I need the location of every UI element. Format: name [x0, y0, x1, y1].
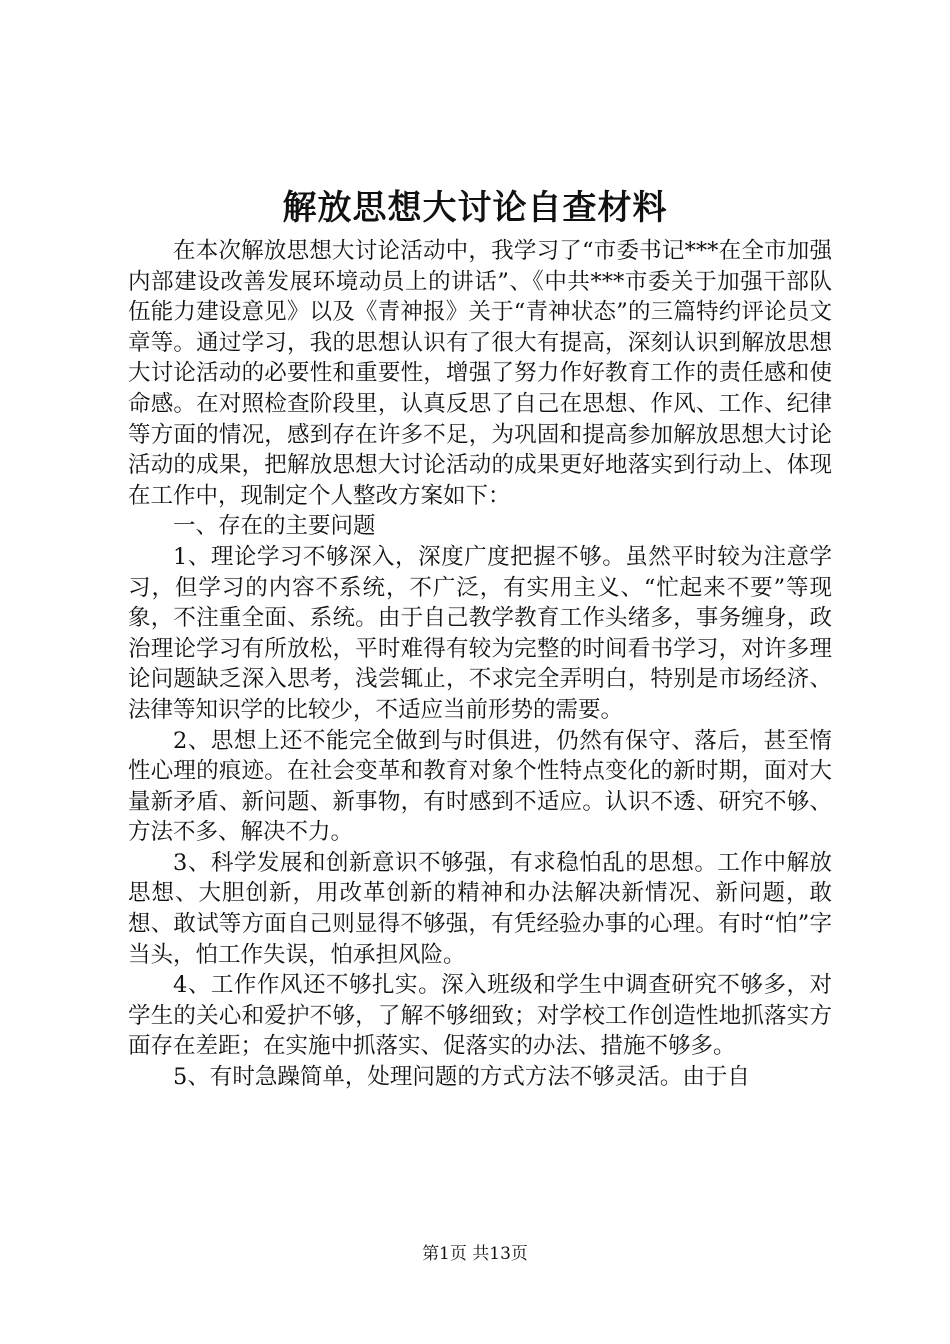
- paragraph-intro: 在本次解放思想大讨论活动中，我学习了“市委书记***在全市加强内部建设改善发展环境动员上的讲话”、《中共***市委关于加强干部队伍能力建设意见》以及《青神报》关于“青神状态”的三篇特约评论员文章等。通过学习，我的思想认识有了很大有提高，深刻认识到解放思想大讨论活动的必要性和重要性，增强了努力作好教育工作的责任感和使命感。在对照检查阶段里，认真反思了自己在思想、作风、工作、纪律等方面的情况，感到存在许多不足，为巩固和提高参加解放思想大讨论活动的成果，把解放思想大讨论活动的成果更好地落实到行动上、体现在工作中，现制定个人整改方案如下：: [128, 238, 832, 509]
- section-heading-main-problems: 一、存在的主要问题: [173, 513, 376, 540]
- document-title: 解放思想大讨论自查材料: [282, 188, 668, 228]
- document-body: [128, 236, 832, 1093]
- page-number-footer: 第1页 共13页: [422, 1244, 528, 1264]
- paragraph-problem-1: 1、理论学习不够深入，深度广度把握不够。虽然平时较为注意学习，但学习的内容不系统，不广泛，有实用主义、“忙起来不要”等现象，不注重全面、系统。由于自己教学教育工作头绪多，事务缠身，政治理论学习有所放松，平时难得有较为完整的时间看书学习，对许多理论问题缺乏深入思考，浅尝辄止，不求完全弄明白，特别是市场经济、法律等知识学的比较少，不适应当前形势的需要。: [128, 543, 832, 723]
- paragraph-problem-2: 2、思想上还不能完全做到与时俱进，仍然有保守、落后，甚至惰性心理的痕迹。在社会变革和教育对象个性特点变化的新时期，面对大量新矛盾、新问题、新事物，有时感到不适应。认识不透、研究不够、方法不多、解决不力。: [128, 727, 832, 846]
- paragraph-problem-3: 3、科学发展和创新意识不够强，有求稳怕乱的思想。工作中解放思想、大胆创新，用改革创新的精神和办法解决新情况、新问题，敢想、敢试等方面自己则显得不够强，有凭经验办事的心理。有时“怕”字当头，怕工作失误，怕承担风险。: [128, 849, 832, 968]
- paragraph-problem-4: 4、工作作风还不够扎实。深入班级和学生中调查研究不够多，对学生的关心和爱护不够，了解不够细致；对学校工作创造性地抓落实方面存在差距；在实施中抓落实、促落实的办法、措施不够多。: [128, 972, 832, 1060]
- paragraph-problem-5: 5、有时急躁简单，处理问题的方式方法不够灵活。由于自: [173, 1064, 750, 1091]
